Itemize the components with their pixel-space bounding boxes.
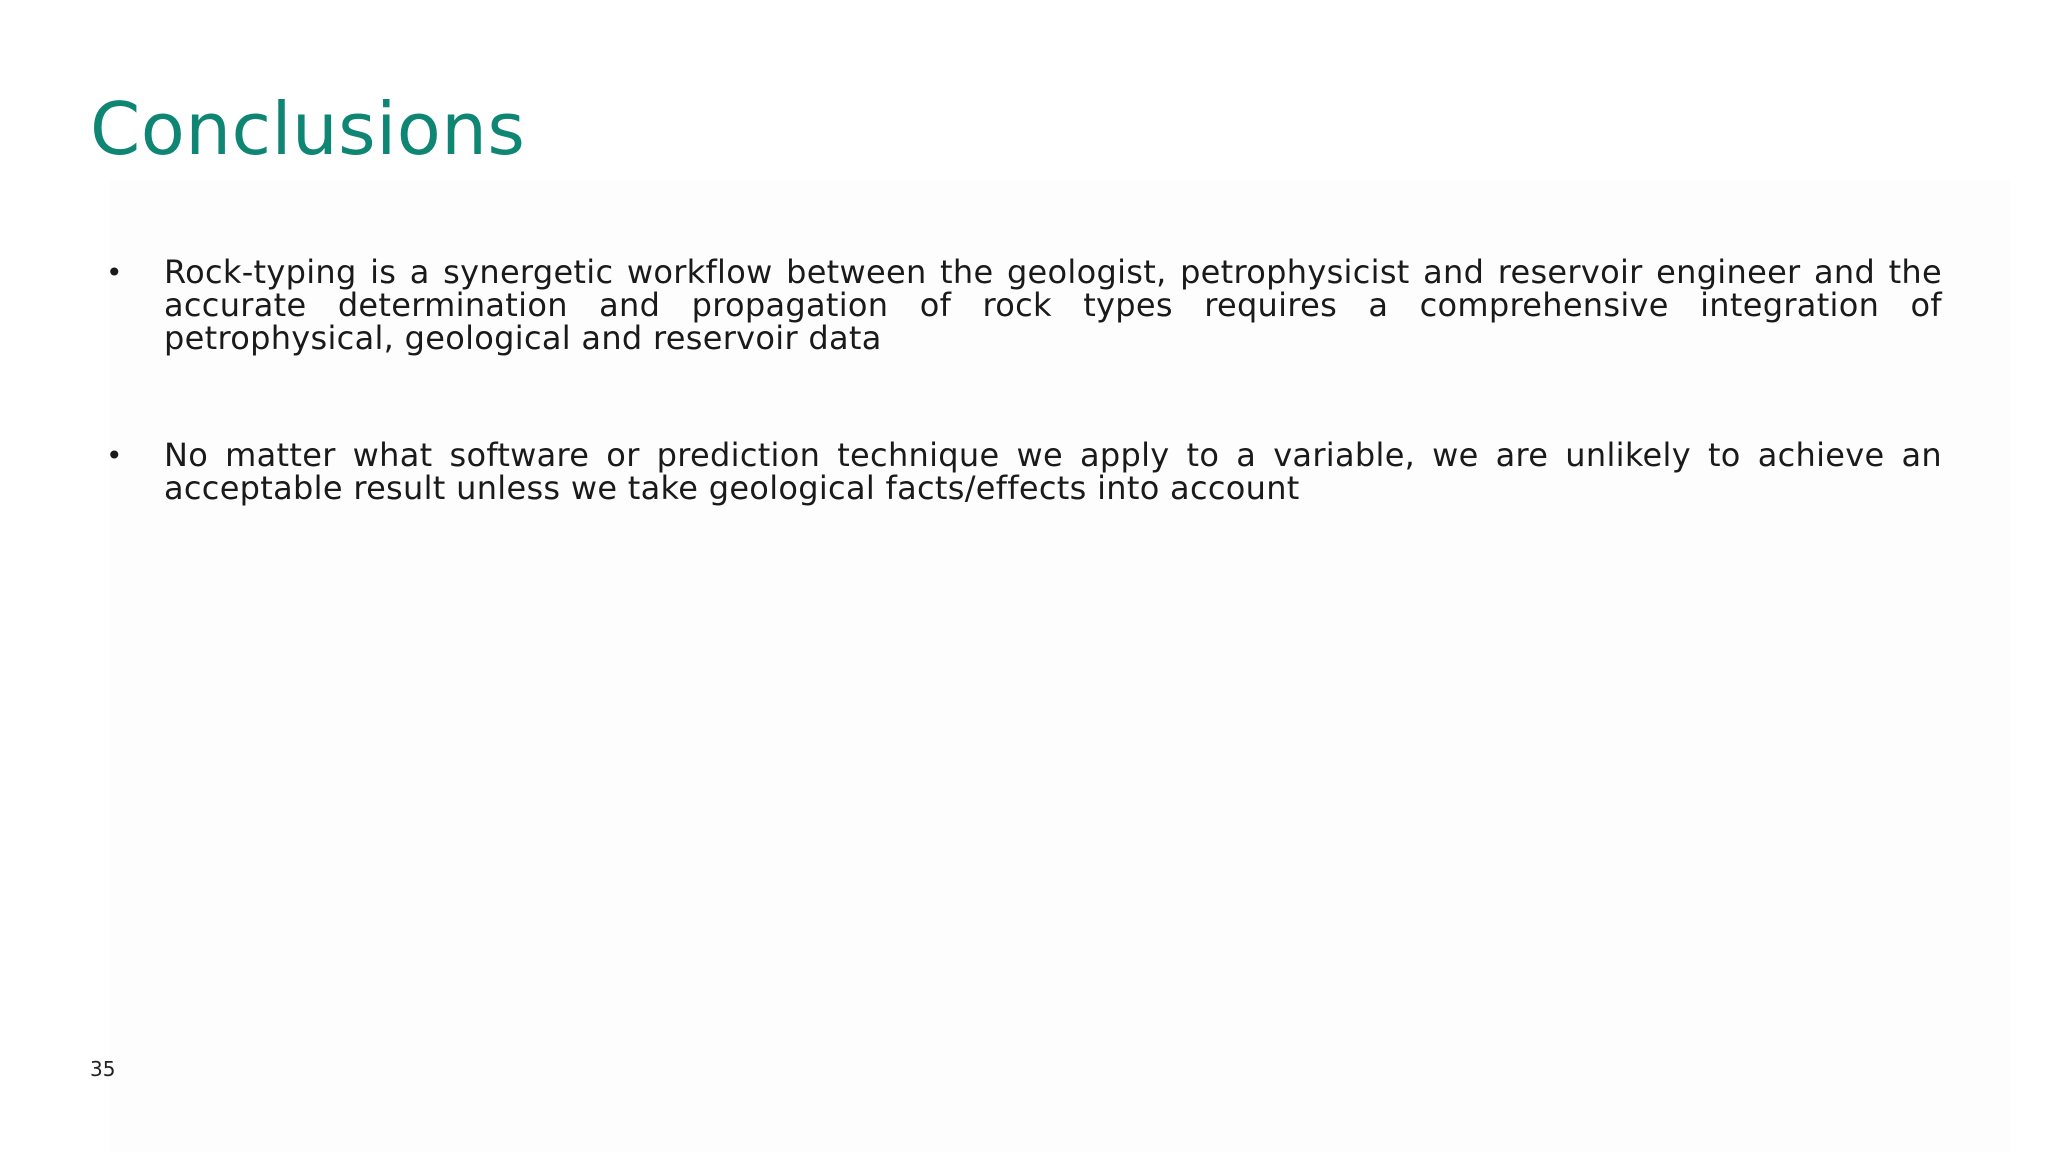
bullet-text: Rock-typing is a synergetic workflow between the geologist, petrophysicist and reservoir engineer and the accurate determination and propagation of rock types requires a comprehensive integration of petrophysical, geological and reservoir data [164, 253, 1942, 357]
bullet-item-geological-facts [100, 436, 1942, 507]
bullet-item-rock-typing [100, 253, 1942, 357]
slide-title: Conclusions [90, 87, 526, 171]
bullet-list [100, 253, 1942, 507]
bullet-marker: • [106, 256, 123, 289]
bullet-marker: • [106, 439, 123, 472]
bullet-text: No matter what software or prediction technique we apply to a variable, we are unlikely to achieve an acceptable result unless we take geological facts/effects into account [164, 436, 1942, 507]
page-number: 35 [90, 1057, 116, 1081]
